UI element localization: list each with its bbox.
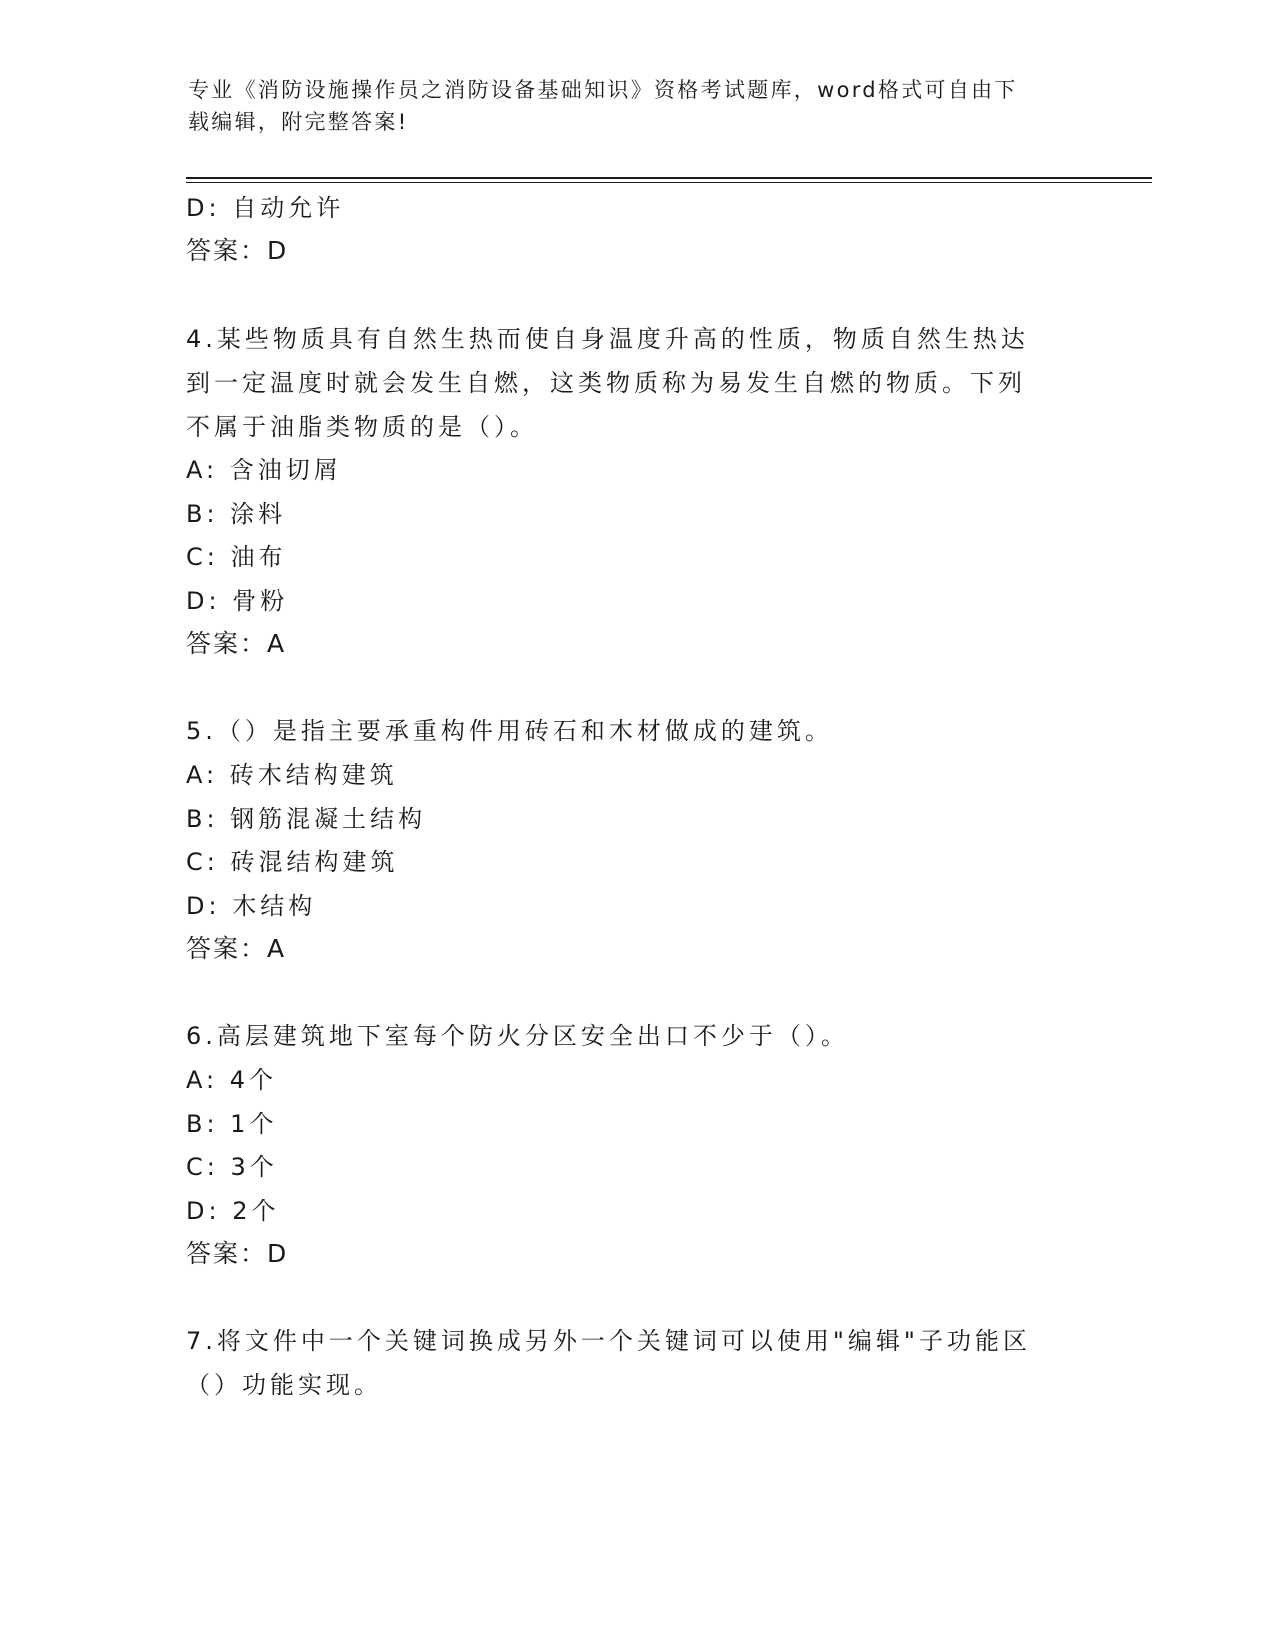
answer-line: 答案：A [186,629,287,658]
option-line: D: 骨粉 [186,587,289,615]
answer-line: 答案：D [186,236,289,265]
question-line: 7.将文件中一个关键词换成另外一个关键词可以使用"编辑"子功能区 [186,1327,1031,1355]
option-line: D: 木结构 [186,892,317,920]
answer-line: 答案：D [186,1239,289,1268]
option-line: D: 自动允许 [186,194,345,222]
question-line: 到一定温度时就会发生自燃，这类物质称为易发生自燃的物质。下列 [186,369,1026,397]
option-line: A: 含油切屑 [186,456,342,484]
option-line: C: 3个 [186,1153,278,1181]
document-header [188,74,1068,138]
header-divider-thin [186,182,1152,183]
option-line: C: 油布 [186,543,287,571]
option-line: A: 4个 [186,1066,277,1094]
question-line: （）功能实现。 [186,1371,382,1399]
option-line: B: 钢筋混凝土结构 [186,805,427,833]
question-line: 4.某些物质具有自然生热而使自身温度升高的性质，物质自然生热达 [186,325,1029,353]
option-line: A: 砖木结构建筑 [186,761,398,789]
header-line-1: 专业《消防设施操作员之消防设备基础知识》资格考试题库，word格式可自由下 [188,78,1018,102]
header-line-2: 载编辑，附完整答案! [188,110,409,134]
option-line: C: 砖混结构建筑 [186,848,399,876]
question-line: 6.高层建筑地下室每个防火分区安全出口不少于（）。 [186,1022,849,1050]
option-line: B: 涂料 [186,500,287,528]
option-line: B: 1个 [186,1110,278,1138]
question-line: 不属于油脂类物质的是（）。 [186,413,538,441]
question-line: 5.（）是指主要承重构件用砖石和木材做成的建筑。 [186,717,833,745]
answer-line: 答案：A [186,934,287,963]
header-divider-thick [186,177,1152,179]
option-line: D: 2个 [186,1197,280,1225]
